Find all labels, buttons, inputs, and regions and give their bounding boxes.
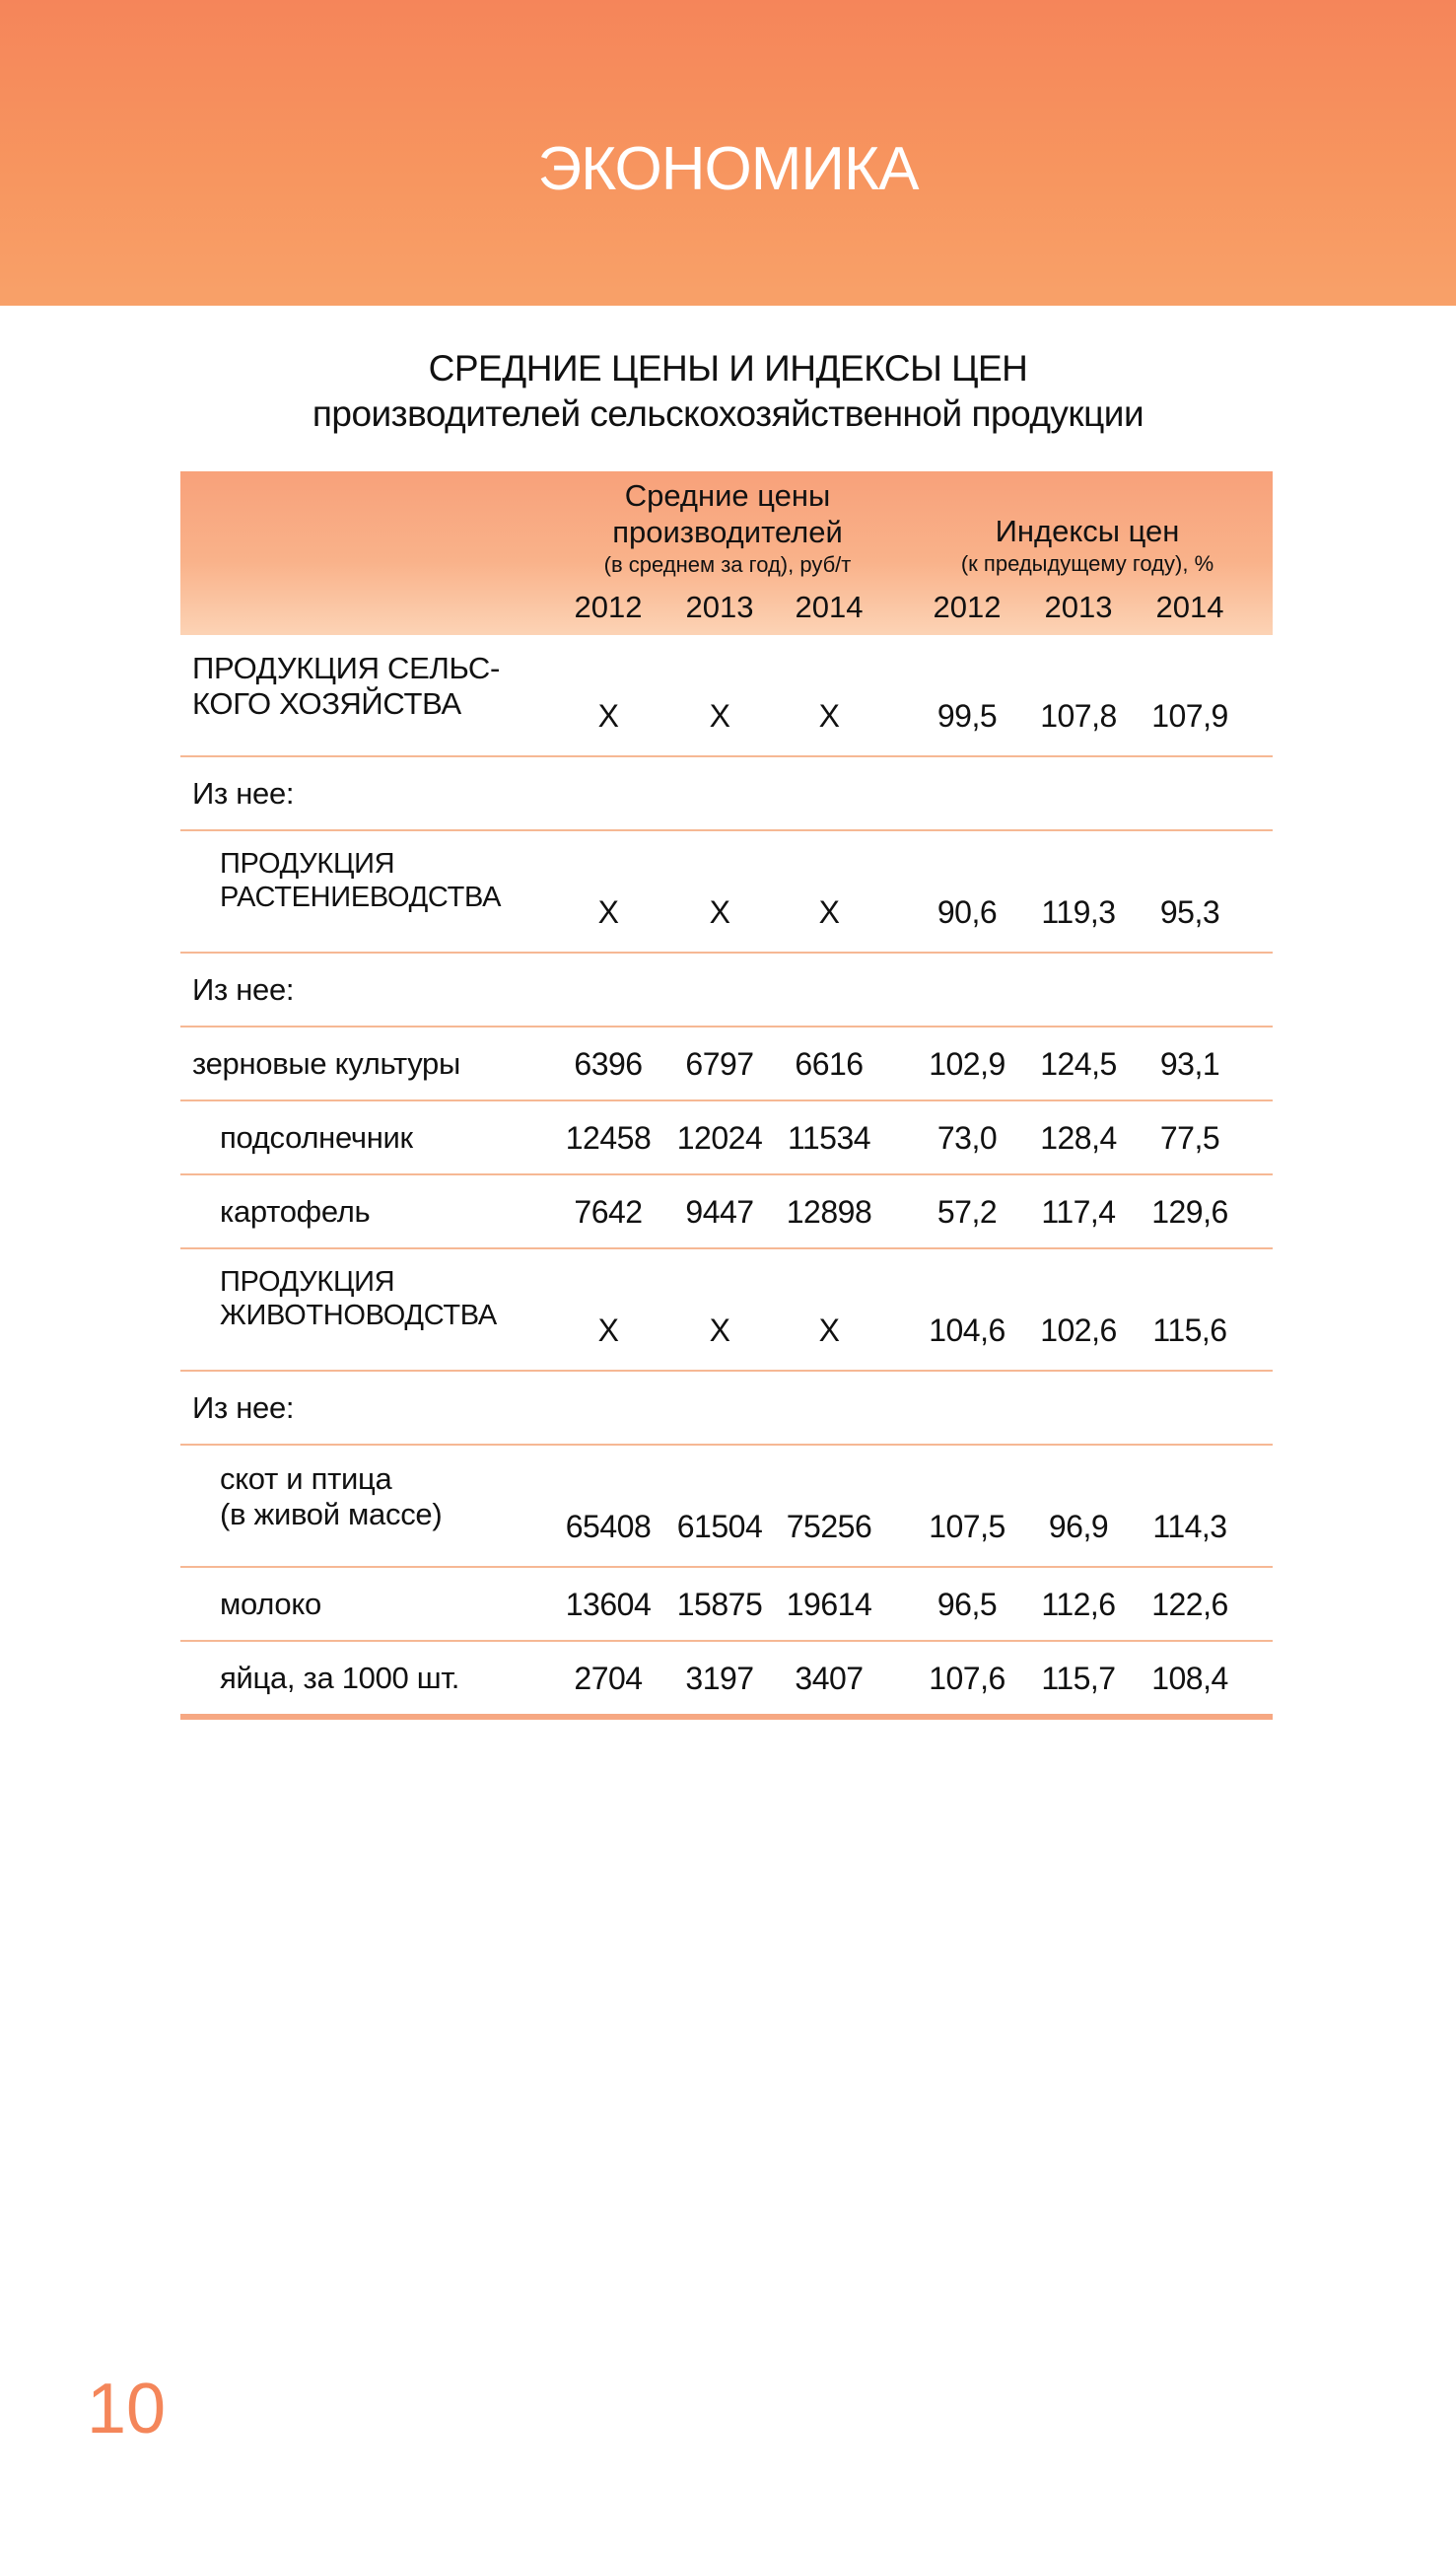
table-row-subheading — [180, 757, 1273, 831]
page-number: 10 — [87, 2370, 167, 2448]
table-row-subheading — [180, 1372, 1273, 1446]
table-row-sunflower — [180, 1101, 1273, 1175]
table-cell: 19614 — [786, 1587, 872, 1622]
table-row-subheading — [180, 954, 1273, 1028]
table-row-milk — [180, 1568, 1273, 1642]
table-cell: 102,6 — [1040, 1312, 1117, 1348]
row-label-line-1: ПРОДУКЦИЯ — [220, 848, 395, 880]
row-label: Из нее: — [192, 776, 295, 811]
table-cell: 107,5 — [929, 1509, 1005, 1544]
table-cell: 124,5 — [1040, 1046, 1117, 1082]
table-cell: 6616 — [795, 1046, 864, 1082]
row-label-line-2: ЖИВОТНОВОДСТВА — [220, 1300, 497, 1331]
table-row-potatoes — [180, 1175, 1273, 1249]
row-label: Из нее: — [192, 972, 295, 1007]
table-cell: 73,0 — [936, 1120, 998, 1156]
table-cell: Х — [597, 1312, 619, 1348]
table-cell: 15875 — [676, 1587, 763, 1622]
table-cell: 114,3 — [1152, 1509, 1227, 1544]
table-cell: Х — [597, 894, 619, 930]
table-cell: 65408 — [565, 1509, 652, 1544]
table-cell: Х — [709, 698, 730, 734]
row-label — [192, 651, 606, 722]
table-cell: 96,9 — [1048, 1509, 1109, 1544]
table-cell: 12458 — [565, 1120, 652, 1156]
year-header-prices-2014: 2014 — [795, 590, 864, 624]
table-row-agricultural-products — [180, 635, 1273, 757]
table-cell: 108,4 — [1151, 1661, 1228, 1696]
table-cell: 11534 — [787, 1120, 871, 1156]
table-cell: 6797 — [685, 1046, 754, 1082]
table-cell: 77,5 — [1159, 1120, 1220, 1156]
row-label-line-2: (в живой массе) — [220, 1497, 443, 1531]
table-cell: Х — [597, 698, 619, 734]
year-header-indexes-2012: 2012 — [933, 590, 1002, 624]
table-cell: 129,6 — [1151, 1194, 1228, 1230]
table-cell: Х — [818, 894, 840, 930]
row-label-line-1: скот и птица — [220, 1461, 392, 1496]
table-cell: 13604 — [565, 1587, 652, 1622]
table-cell: Х — [818, 698, 840, 734]
column-group-price-indexes — [915, 513, 1260, 579]
year-header-prices-2013: 2013 — [685, 590, 754, 624]
table-cell: 112,6 — [1041, 1587, 1116, 1622]
row-label-line-1: ПРОДУКЦИЯ СЕЛЬС- — [192, 651, 500, 685]
table-row-grain-crops — [180, 1028, 1273, 1101]
row-label-line-2: КОГО ХОЗЯЙСТВА — [192, 686, 461, 721]
table-cell: Х — [709, 1312, 730, 1348]
row-label: картофель — [220, 1194, 371, 1229]
table-cell: Х — [818, 1312, 840, 1348]
document-subtitle: производителей сельскохозяйственной продукции — [312, 393, 1144, 434]
table-cell: 3407 — [795, 1661, 864, 1696]
table-header — [180, 471, 1273, 635]
table-row-cattle-poultry — [180, 1446, 1273, 1568]
table-cell: 117,4 — [1041, 1194, 1116, 1230]
table-cell: 12024 — [676, 1120, 763, 1156]
table-cell: 107,9 — [1151, 698, 1228, 734]
row-label-line-2: РАСТЕНИЕВОДСТВА — [220, 882, 502, 913]
row-label: Из нее: — [192, 1390, 295, 1425]
table-cell: 3197 — [685, 1661, 754, 1696]
table-cell: 102,9 — [929, 1046, 1005, 1082]
table-cell: 75256 — [786, 1509, 872, 1544]
table-cell: 57,2 — [936, 1194, 998, 1230]
table-row-eggs — [180, 1642, 1273, 1720]
column-group-unit-note: (к предыдущему году), % — [960, 551, 1214, 576]
row-label: подсолнечник — [220, 1120, 413, 1155]
table-cell: 90,6 — [936, 894, 998, 930]
table-cell: 9447 — [685, 1194, 754, 1230]
table-cell: 115,7 — [1041, 1661, 1116, 1696]
table-cell: 7642 — [574, 1194, 643, 1230]
column-group-unit-note: (в среднем за год), руб/т — [603, 552, 852, 577]
year-header-prices-2012: 2012 — [574, 590, 643, 624]
table-cell: 99,5 — [936, 698, 998, 734]
table-cell: Х — [709, 894, 730, 930]
year-header-indexes-2013: 2013 — [1044, 590, 1113, 624]
table-cell: 122,6 — [1151, 1587, 1228, 1622]
table-cell: 93,1 — [1159, 1046, 1220, 1082]
price-table — [180, 635, 1273, 1720]
table-cell: 107,6 — [929, 1661, 1005, 1696]
year-header-indexes-2014: 2014 — [1155, 590, 1224, 624]
table-cell: 119,3 — [1041, 894, 1116, 930]
column-group-average-prices — [555, 477, 900, 580]
table-cell: 2704 — [574, 1661, 643, 1696]
column-group-title-line-1: Средние цены — [624, 478, 831, 513]
table-cell: 128,4 — [1040, 1120, 1117, 1156]
table-cell: 115,6 — [1152, 1312, 1227, 1348]
column-group-title: Индексы цен — [995, 514, 1180, 548]
section-title: ЭКОНОМИКА — [537, 135, 919, 203]
table-row-livestock-production — [180, 1249, 1273, 1372]
table-cell: 95,3 — [1159, 894, 1220, 930]
table-cell: 96,5 — [936, 1587, 998, 1622]
row-label: зерновые культуры — [192, 1046, 460, 1081]
table-cell: 107,8 — [1040, 698, 1117, 734]
document-title: СРЕДНИЕ ЦЕНЫ И ИНДЕКСЫ ЦЕН — [428, 348, 1028, 389]
table-cell: 61504 — [676, 1509, 763, 1544]
table-row-crop-production — [180, 831, 1273, 954]
row-label: молоко — [220, 1587, 321, 1621]
table-cell: 12898 — [786, 1194, 872, 1230]
row-label-line-1: ПРОДУКЦИЯ — [220, 1266, 395, 1298]
table-cell: 104,6 — [929, 1312, 1005, 1348]
row-label: яйца, за 1000 шт. — [220, 1661, 460, 1695]
table-cell: 6396 — [574, 1046, 643, 1082]
column-group-title-line-2: производителей — [612, 515, 843, 549]
